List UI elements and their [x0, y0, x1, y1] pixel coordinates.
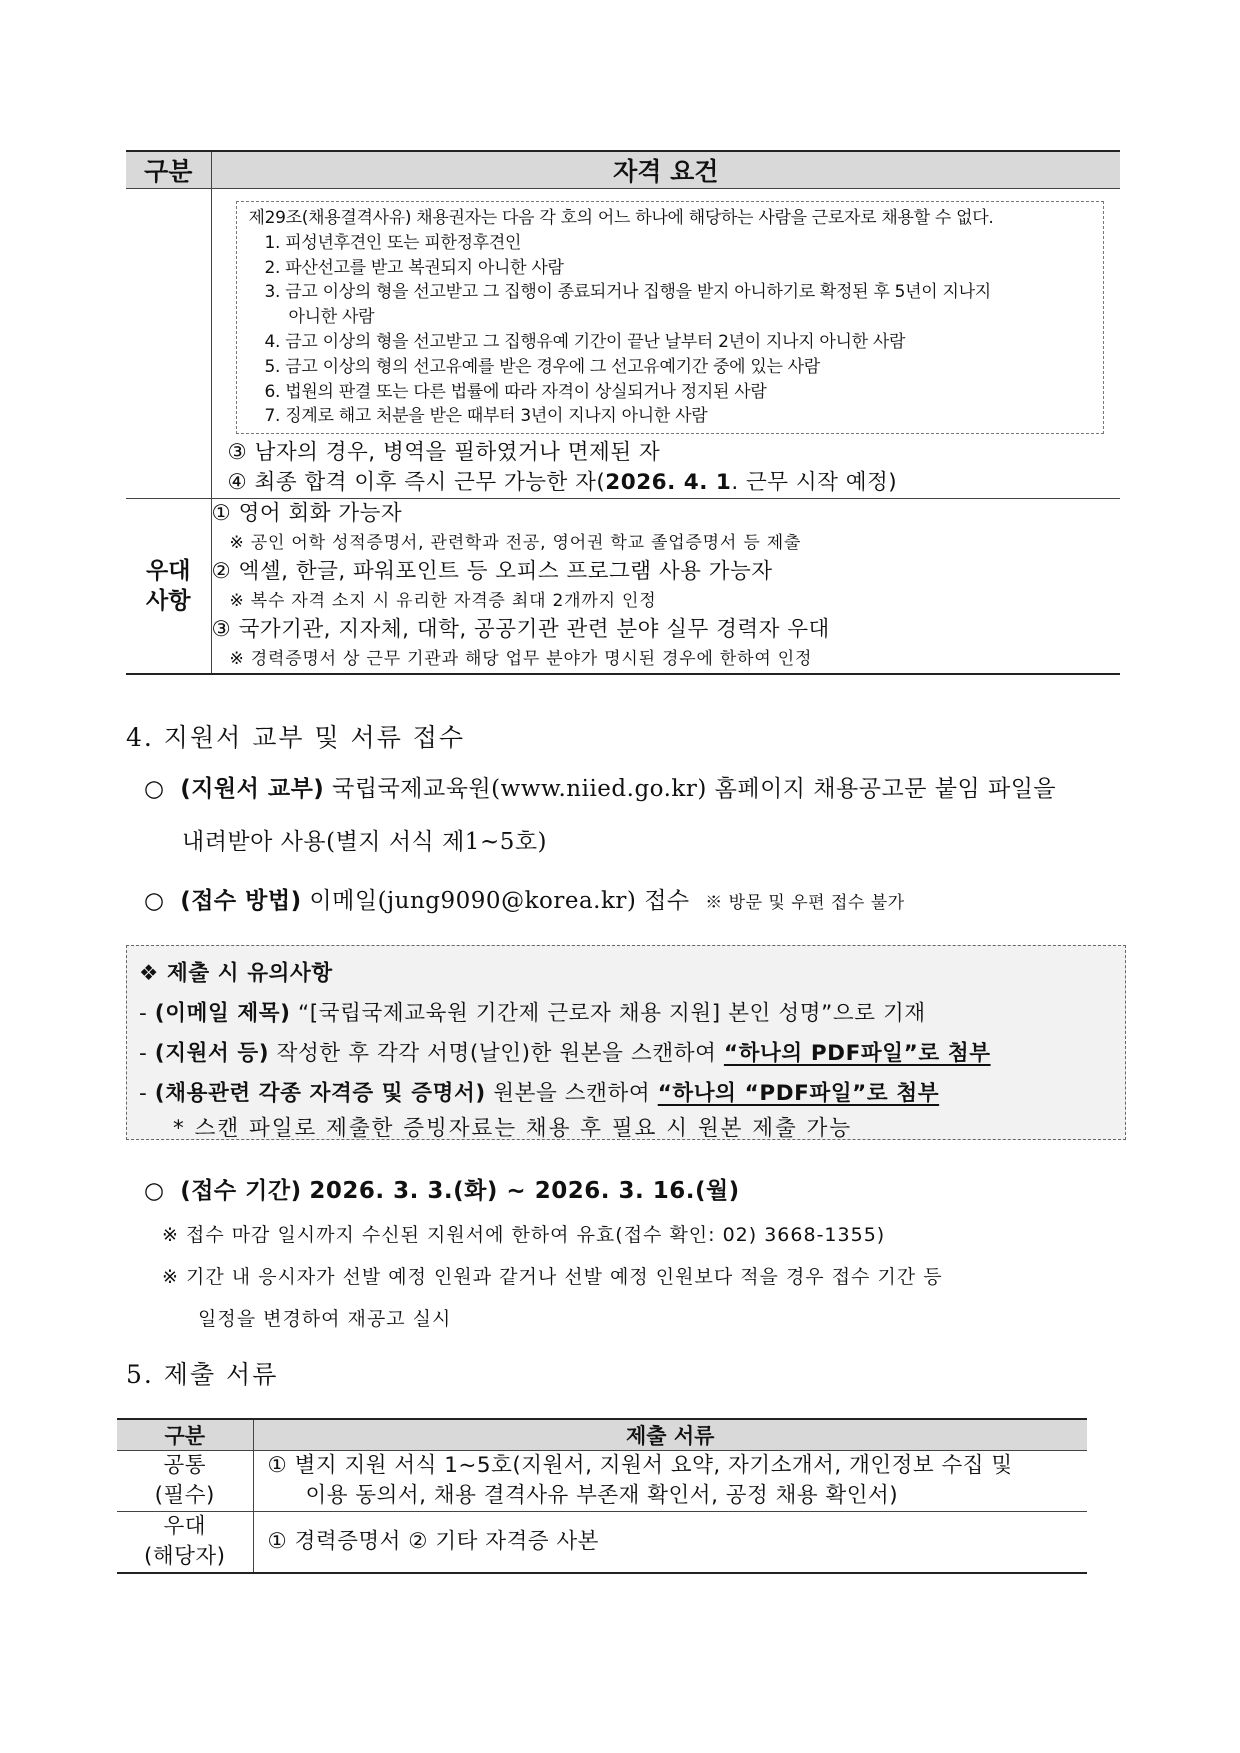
docs-row-common-cat1: 공통	[163, 1453, 207, 1478]
docs-row-common-line1: ① 별지 지원 서식 1~5호(지원서, 지원서 요약, 자기소개서, 개인정보 수집 및	[267, 1453, 1013, 1478]
table-header-row	[126, 151, 1120, 189]
requirements-cell	[211, 189, 1120, 499]
section5-heading: 5. 제출 서류	[126, 1360, 279, 1389]
period-label: (접수 기간)	[180, 1178, 302, 1204]
method-note: ※ 방문 및 우편 접수 불가	[705, 893, 905, 913]
preferences-label-cell	[126, 499, 211, 675]
section4-heading: 4. 지원서 교부 및 서류 접수	[126, 723, 466, 752]
law-item-4: 4. 금고 이상의 형을 선고받고 그 집행유예 기간이 끝난 날부터 2년이 지나지 아니한 사람	[264, 331, 906, 352]
form-distribution-line: ○ (지원서 교부) 국립국제교육원(www.niied.go.kr) 홈페이지 채용공고문 붙임 파일을	[144, 776, 1057, 802]
header-requirements: 자격 요건	[211, 151, 1120, 189]
docs-row-preferred	[117, 1512, 1087, 1574]
pref-3-note: ※ 경력증명서 상 근무 기관과 해당 업무 분야가 명시된 경우에 한하여 인정	[229, 649, 813, 670]
notice-line-2-label: (지원서 등)	[154, 1041, 270, 1066]
docs-row-preferred-cat2: (해당자)	[143, 1544, 226, 1569]
notice-line-1: - (이메일 제목) “[국립국제교육원 기간제 근로자 채용 지원] 본인 성명”으로 기재	[139, 1001, 926, 1026]
pref-label-2: 사항	[146, 588, 191, 615]
submission-notice-box	[126, 945, 1126, 1140]
docs-row-common-category	[117, 1451, 253, 1512]
docs-row-common-docs	[253, 1451, 1087, 1512]
notice-line-1-label: (이메일 제목)	[154, 1001, 291, 1026]
law-item-5: 5. 금고 이상의 형의 선고유예를 받은 경우에 그 선고유예기간 중에 있는 사람	[264, 356, 820, 377]
period-text: 2026. 3. 3.(화) ~ 2026. 3. 16.(월)	[309, 1178, 740, 1204]
notice-line-2-text: 작성한 후 각각 서명(날인)한 원본을 스캔하여	[276, 1041, 717, 1066]
method-text: 이메일(jung9090@korea.kr) 접수	[309, 888, 690, 914]
form-label: (지원서 교부)	[180, 776, 325, 802]
pref-1-note: ※ 공인 어학 성적증명서, 관련학과 전공, 영어권 학교 졸업증명서 등 제출	[229, 533, 802, 554]
docs-row-preferred-docs	[253, 1512, 1087, 1574]
period-note-2: ※ 기간 내 응시자가 선발 예정 인원과 같거나 선발 예정 인원보다 적을 경우 접수 기간 등	[162, 1266, 943, 1288]
pref-1: ① 영어 회화 가능자	[211, 501, 403, 527]
law-item-2: 2. 파산선고를 받고 복권되지 아니한 사람	[264, 257, 564, 278]
notice-line-3: - (채용관련 각종 자격증 및 증명서) 원본을 스캔하여 “하나의 “PDF파일”로 첨부	[139, 1081, 940, 1106]
header-category: 구분	[126, 151, 211, 189]
form-distribution-line-2: 내려받아 사용(별지 서식 제1~5호)	[182, 829, 548, 855]
notice-line-3-emphasis: “하나의 “PDF파일”로 첨부	[657, 1081, 940, 1106]
submission-method-line: ○ (접수 방법) 이메일(jung9090@korea.kr) 접수 ※ 방문 및 우편 접수 불가	[144, 888, 905, 914]
pref-3: ③ 국가기관, 지자체, 대학, 공공기관 관련 분야 실무 경력자 우대	[211, 617, 830, 643]
law-item-7: 7. 징계로 해고 처분을 받은 때부터 3년이 지나지 아니한 사람	[264, 406, 708, 427]
requirement-3: ③ 남자의 경우, 병역을 필하였거나 면제된 자	[227, 440, 661, 466]
docs-row-preferred-line1: ① 경력증명서 ② 기타 자격증 사본	[267, 1529, 599, 1554]
pref-label-1: 우대	[146, 558, 191, 585]
disqualification-law-box	[236, 201, 1105, 434]
docs-header-category: 구분	[117, 1419, 253, 1451]
docs-row-common-cat2: (필수)	[154, 1483, 215, 1508]
docs-row-preferred-cat1: 우대	[163, 1514, 207, 1539]
method-label: (접수 방법)	[180, 888, 302, 914]
law-title: 제29조(채용결격사유) 채용권자는 다음 각 호의 어느 하나에 해당하는 사람을 근로자로 채용할 수 없다.	[248, 208, 994, 228]
period-note-1: ※ 접수 마감 일시까지 수신된 지원서에 한하여 유효(접수 확인: 02) 3668-1355)	[162, 1224, 886, 1246]
qualification-table	[126, 150, 1120, 675]
notice-line-3-text: 원본을 스캔하여	[493, 1081, 651, 1106]
requirements-row	[126, 189, 1120, 499]
law-item-6: 6. 법원의 판결 또는 다른 법률에 따라 자격이 상실되거나 정지된 사람	[264, 381, 767, 402]
requirement-4-prefix: ④ 최종 합격 이후 즉시 근무 가능한 자(	[227, 470, 606, 496]
docs-row-common	[117, 1451, 1087, 1512]
documents-table	[117, 1418, 1087, 1574]
notice-line-1-text: “[국립국제교육원 기간제 근로자 채용 지원] 본인 성명”으로 기재	[298, 1001, 926, 1026]
submission-period-line: ○ (접수 기간) 2026. 3. 3.(화) ~ 2026. 3. 16.(월)	[144, 1178, 740, 1204]
period-note-2-cont: 일정을 변경하여 재공고 실시	[198, 1308, 452, 1330]
notice-line-2: - (지원서 등) 작성한 후 각각 서명(날인)한 원본을 스캔하여 “하나의 PDF파일”로 첨부	[139, 1041, 991, 1066]
law-item-3: 3. 금고 이상의 형을 선고받고 그 집행이 종료되거나 집행을 받지 아니하기로 확정된 후 5년이 지나지	[264, 282, 991, 303]
notice-line-4: * 스캔 파일로 제출한 증빙자료는 채용 후 필요 시 원본 제출 가능	[173, 1116, 853, 1141]
docs-row-common-line2: 이용 동의서, 채용 결격사유 부존재 확인서, 공정 채용 확인서)	[305, 1483, 899, 1508]
law-item-1: 1. 피성년후견인 또는 피한정후견인	[264, 232, 522, 253]
law-item-3-cont: 아니한 사람	[288, 307, 375, 328]
requirement-4-date: 2026. 4. 1	[605, 470, 732, 496]
form-text: 국립국제교육원(www.niied.go.kr) 홈페이지 채용공고문 붙임 파일을	[332, 776, 1057, 802]
notice-title: ❖ 제출 시 유의사항	[139, 961, 333, 986]
requirement-4	[212, 468, 1121, 498]
pref-2-note: ※ 복수 자격 소지 시 유리한 자격증 최대 2개까지 인정	[229, 591, 657, 612]
docs-header-docs: 제출 서류	[253, 1419, 1087, 1451]
notice-line-3-label: (채용관련 각종 자격증 및 증명서)	[154, 1081, 486, 1106]
pref-2: ② 엑셀, 한글, 파워포인트 등 오피스 프로그램 사용 가능자	[211, 559, 773, 585]
preferences-row	[126, 499, 1120, 675]
empty-category-cell	[126, 189, 211, 499]
docs-row-preferred-category	[117, 1512, 253, 1574]
preferences-cell	[211, 499, 1120, 675]
requirement-4-suffix: . 근무 시작 예정)	[731, 470, 898, 496]
docs-header-row	[117, 1419, 1087, 1451]
notice-line-2-emphasis: “하나의 PDF파일”로 첨부	[723, 1041, 991, 1066]
